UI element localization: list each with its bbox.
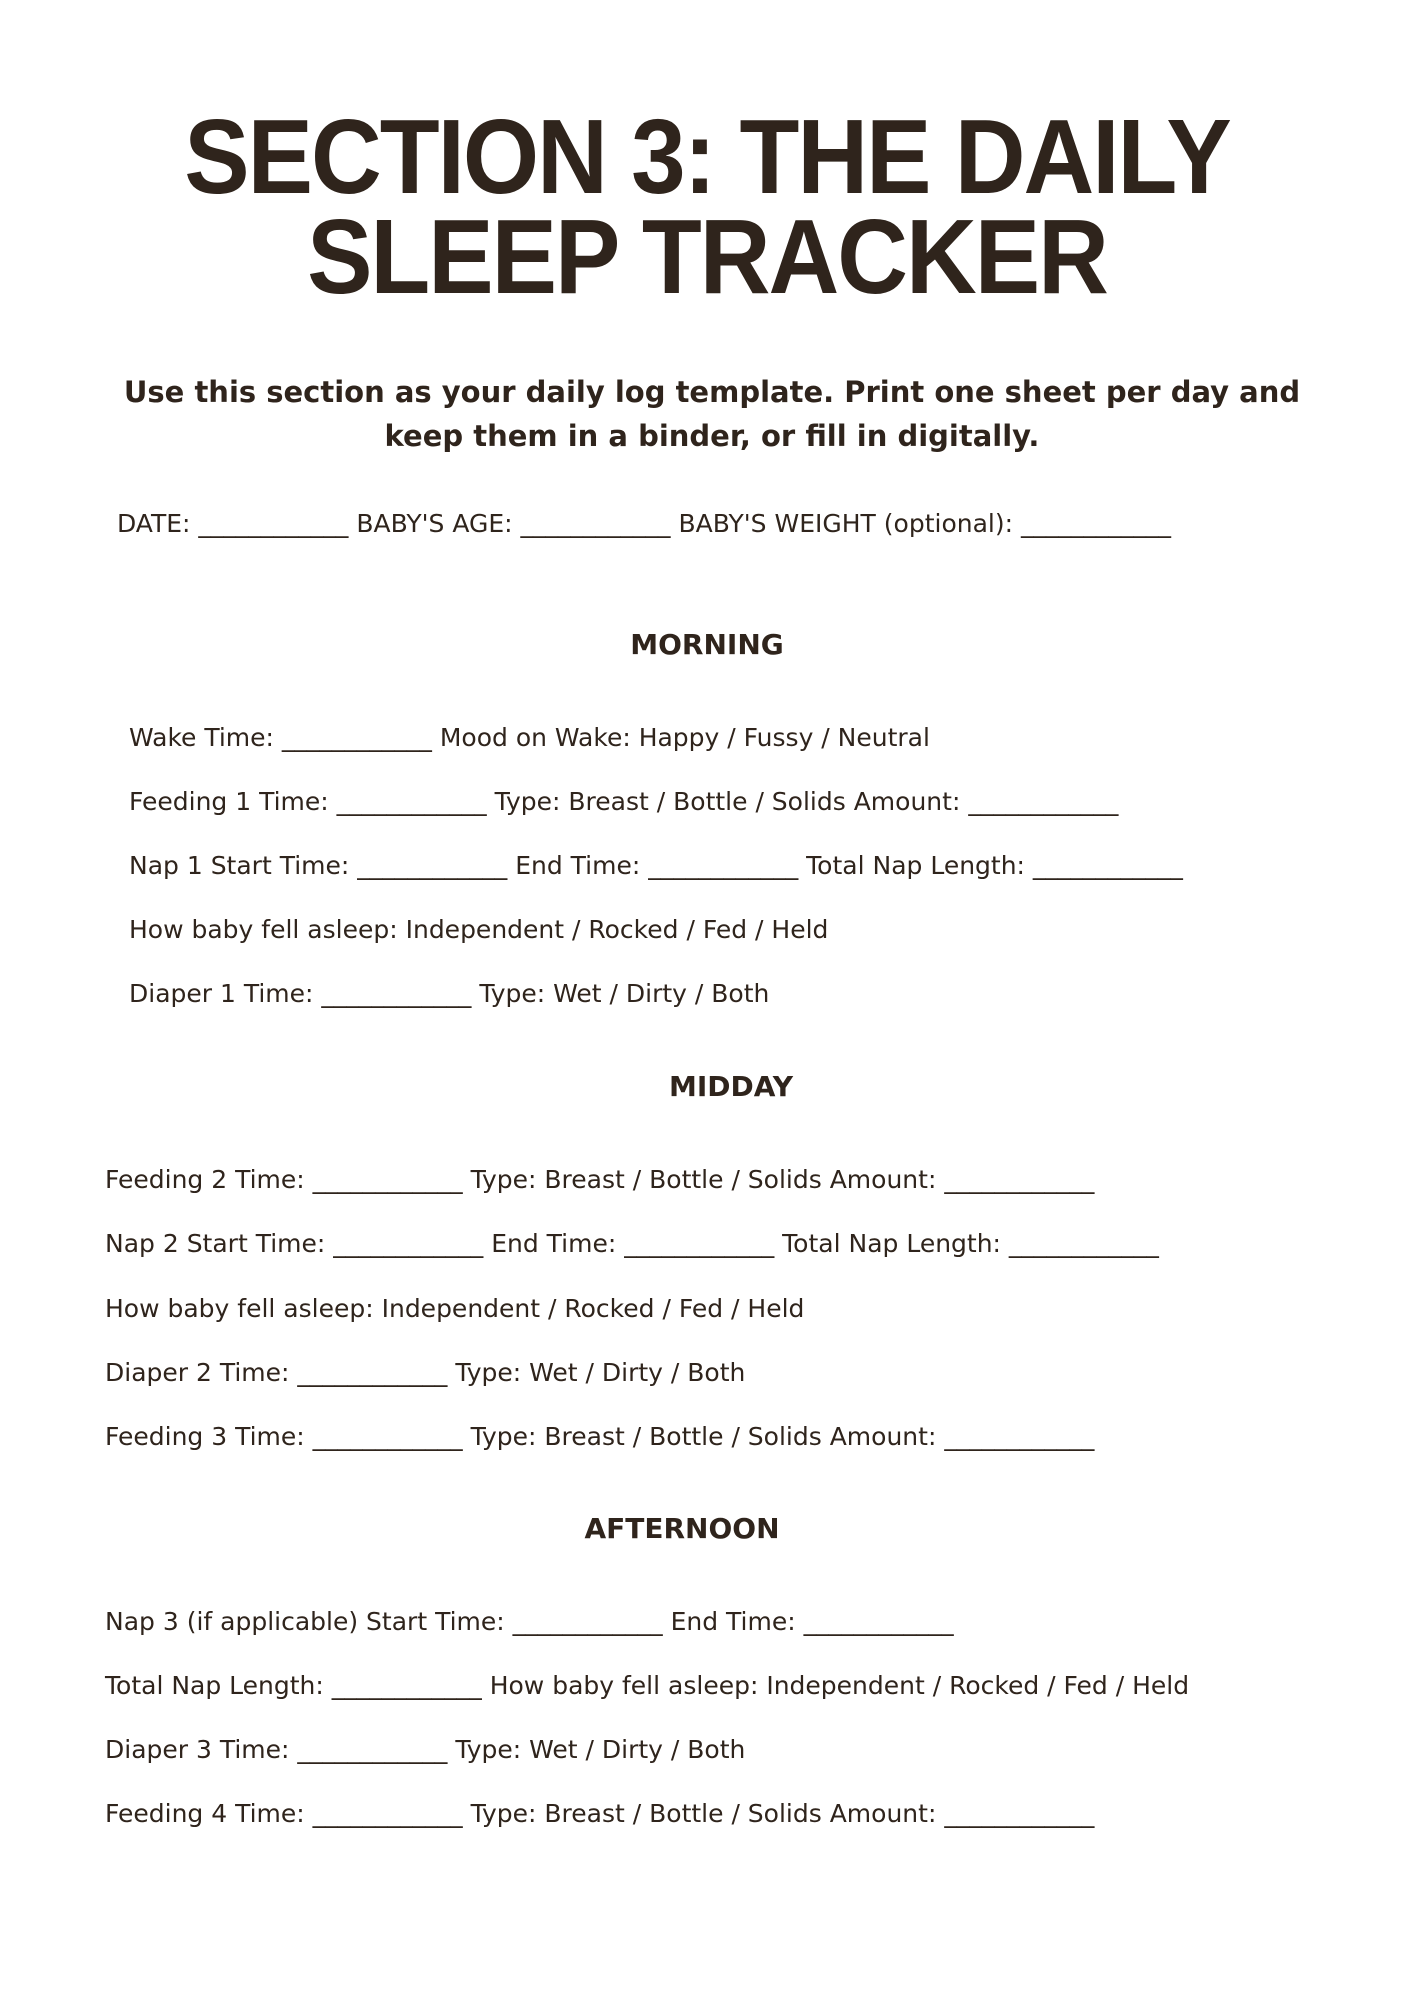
midday-feeding-3-line[interactable]: Feeding 3 Time: ____________ Type: Breast / Bottle / Solids Amount: ____________ — [105, 1422, 1095, 1451]
midday-fell-asleep-line[interactable]: How baby fell asleep: Independent / Rocked / Fed / Held — [105, 1294, 805, 1323]
morning-diaper-1-line[interactable]: Diaper 1 Time: ____________ Type: Wet / Dirty / Both — [129, 979, 770, 1008]
page-subtitle: Use this section as your daily log template. Print one sheet per day and keep them in a binder, or fill in digitally. — [123, 375, 1301, 453]
midday-feeding-2-line[interactable]: Feeding 2 Time: ____________ Type: Breast / Bottle / Solids Amount: ____________ — [105, 1165, 1095, 1194]
page-title-line-1: SECTION 3: THE DAILY — [184, 96, 1230, 216]
afternoon-nap-3-line[interactable]: Nap 3 (if applicable) Start Time: ____________ End Time: ____________ — [105, 1607, 954, 1636]
afternoon-heading: AFTERNOON — [584, 1512, 780, 1545]
afternoon-diaper-3-line[interactable]: Diaper 3 Time: ____________ Type: Wet / Dirty / Both — [105, 1735, 746, 1764]
midday-nap-2-line[interactable]: Nap 2 Start Time: ____________ End Time: ____________ Total Nap Length: ____________ — [105, 1229, 1159, 1258]
morning-nap-1-line[interactable]: Nap 1 Start Time: ____________ End Time: ____________ Total Nap Length: ____________ — [129, 851, 1183, 880]
morning-heading: MORNING — [630, 628, 784, 661]
page-title-line-2: SLEEP TRACKER — [307, 196, 1107, 316]
midday-heading: MIDDAY — [668, 1070, 794, 1103]
morning-fell-asleep-line[interactable]: How baby fell asleep: Independent / Rocked / Fed / Held — [129, 915, 829, 944]
morning-feeding-1-line[interactable]: Feeding 1 Time: ____________ Type: Breast / Bottle / Solids Amount: ____________ — [129, 787, 1119, 816]
afternoon-feeding-4-line[interactable]: Feeding 4 Time: ____________ Type: Breast / Bottle / Solids Amount: ____________ — [105, 1799, 1095, 1828]
date-age-weight-line[interactable]: DATE: ____________ BABY'S AGE: ____________ BABY'S WEIGHT (optional): ____________ — [117, 509, 1171, 538]
morning-wake-line[interactable]: Wake Time: ____________ Mood on Wake: Happy / Fussy / Neutral — [129, 723, 930, 752]
midday-diaper-2-line[interactable]: Diaper 2 Time: ____________ Type: Wet / Dirty / Both — [105, 1358, 746, 1387]
afternoon-nap-length-line[interactable]: Total Nap Length: ____________ How baby fell asleep: Independent / Rocked / Fed / Held — [105, 1671, 1190, 1700]
